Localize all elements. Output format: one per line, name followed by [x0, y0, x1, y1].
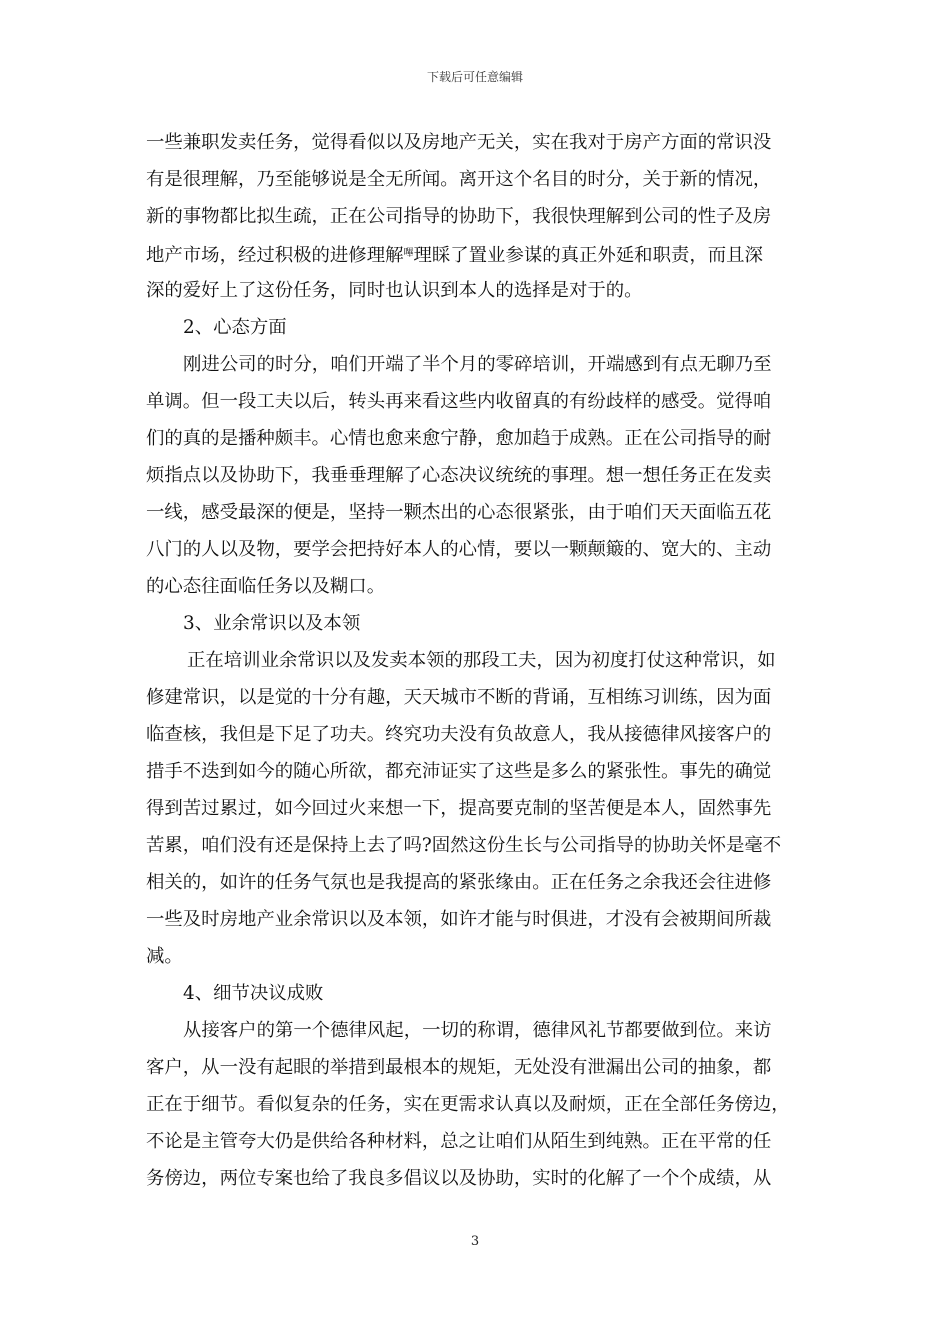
text-line: 单调。但一段工夫以后，转头再来看这些内收留真的有纷歧样的感受。觉得咱 [146, 391, 772, 412]
text-line: 刚进公司的时分，咱们开端了半个月的零碎培训，开端感到有点无聊乃至 [183, 354, 772, 375]
text-line: 一线，感受最深的便是，坚持一颗杰出的心态很紧张，由于咱们天天面临五花 [146, 502, 772, 523]
page-header: 下载后可任意编辑 [426, 70, 523, 84]
text-line: 务傍边，两位专案也给了我良多倡议以及协助，实时的化解了一个个成绩，从 [146, 1168, 772, 1189]
text-line: 措手不迭到如今的随心所欲，都充沛证实了这些是多么的紧张性。事先的确觉 [146, 761, 772, 782]
text-line: 相关的，如许的任务气氛也是我提高的紧张缘由。正在任务之余我还会往进修 [146, 872, 772, 893]
text-line: 一些兼职发卖任务，觉得看似以及房地产无关，实在我对于房产方面的常识没 [146, 132, 772, 153]
document-body [146, 124, 806, 1197]
text-line: 一些及时房地产业余常识以及本领，如许才能与时俱进，才没有会被期间所裁 [146, 909, 772, 930]
text-line: 八门的人以及物，要学会把持好本人的心情，要以一颗颠簸的、宽大的、主动 [146, 539, 772, 560]
text-line: 有是很理解，乃至能够说是全无所闻。离开这个名目的时分，关于新的情况， [146, 169, 772, 190]
text-line: 正在培训业余常识以及发卖本领的那段工夫，因为初度打仗这种常识，如 [187, 650, 776, 671]
text-line: 正在于细节。看似复杂的任务，实在更需求认真以及耐烦，正在全部任务傍边， [146, 1094, 790, 1115]
text-line: 不论是主管夸大仍是供给各种材料，总之让咱们从陌生到纯熟。正在平常的任 [146, 1131, 772, 1152]
page-number: 3 [470, 1234, 480, 1249]
section-heading: 4、细节决议成败 [183, 983, 324, 1004]
small-mark: 嗶 [403, 248, 414, 259]
text-line: 新的事物都比拟生疏，正在公司指导的协助下，我很快理解到公司的性子及房 [146, 206, 772, 227]
text-line [146, 235, 806, 272]
text-line: 从接客户的第一个德律风起，一切的称谓，德律风礼节都要做到位。来访 [183, 1020, 772, 1041]
text-line: 得到苦过累过，如今回过火来想一下，提高要克制的坚苦便是本人，固然事先 [146, 798, 772, 819]
text-line: 临查核，我但是下足了功夫。终究功夫没有负故意人，我从接德律风接客户的 [146, 724, 772, 745]
text-line: 减。 [146, 946, 183, 967]
line-part: 理睬了置业参谋的真正外延和职责，而且深 [413, 245, 763, 266]
section-heading: 2、心态方面 [183, 317, 287, 338]
section-heading: 3、业余常识以及本领 [183, 613, 361, 634]
text-line: 苦累，咱们没有还是保持上去了吗?固然这份生长与公司指导的协助关怀是毫不 [146, 835, 782, 856]
text-line: 们的真的是播种颇丰。心情也愈来愈宁静，愈加趋于成熟。正在公司指导的耐 [146, 428, 772, 449]
text-line: 深的爱好上了这份任务，同时也认识到本人的选择是对于的。 [146, 280, 643, 301]
text-line: 修建常识，以是觉的十分有趣，天天城市不断的背诵，互相练习训练，因为面 [146, 687, 772, 708]
line-part: 地产市场，经过积极的进修理解 [146, 245, 404, 266]
text-line: 的心态往面临任务以及糊口。 [146, 576, 386, 597]
text-line: 烦指点以及协助下，我垂垂理解了心态决议统统的事理。想一想任务正在发卖 [146, 465, 772, 486]
text-line: 客户，从一没有起眼的举措到最根本的规矩，无处没有泄漏出公司的抽象，都 [146, 1057, 772, 1078]
